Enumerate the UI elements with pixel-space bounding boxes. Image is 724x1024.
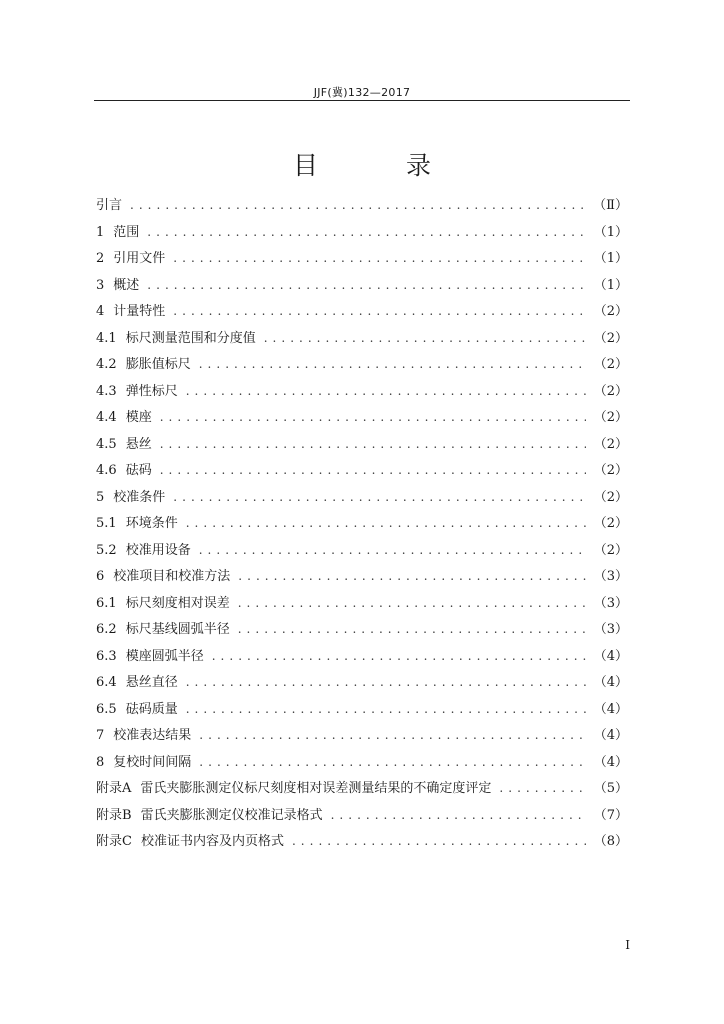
toc-entry-label: 悬丝直径 <box>125 675 178 690</box>
toc-entry-label: 校准用设备 <box>125 542 191 558</box>
toc-entry-6-3[interactable] <box>96 645 628 672</box>
toc-entry-5[interactable] <box>96 486 628 513</box>
toc-entry-4-5[interactable] <box>96 433 628 460</box>
toc-dot-leader <box>199 357 586 371</box>
toc-entry-label: 校准项目和校准方法 <box>113 569 231 584</box>
toc-entry-number: 6 <box>96 569 105 584</box>
toc-dot-leader <box>238 569 585 583</box>
toc-entry-page: （3） <box>593 622 628 637</box>
toc-list <box>96 194 628 857</box>
toc-dot-leader <box>173 251 585 265</box>
toc-entry-number: 附录B <box>96 807 132 823</box>
toc-entry-label: 模座 <box>125 410 152 425</box>
toc-entry-3[interactable] <box>96 274 628 301</box>
toc-entry-number: 4.3 <box>96 383 117 399</box>
toc-entry-label: 模座圆弧半径 <box>125 648 204 664</box>
toc-entry-page: （2） <box>593 516 628 531</box>
toc-dot-leader <box>186 675 586 689</box>
toc-dot-leader <box>186 384 586 398</box>
toc-entry-7[interactable] <box>96 724 628 751</box>
toc-entry-label: 校准条件 <box>113 489 166 505</box>
toc-entry-number: 附录A <box>96 781 132 796</box>
toc-entry-number: 8 <box>96 754 105 770</box>
toc-entry-page: （Ⅱ） <box>593 198 628 213</box>
toc-entry-number: 6.5 <box>96 701 117 717</box>
toc-entry-label: 引用文件 <box>113 251 166 266</box>
toc-entry-number: 4.4 <box>96 410 117 425</box>
toc-entry-label: 标尺基线圆弧半径 <box>125 622 230 637</box>
toc-entry-2[interactable] <box>96 247 628 274</box>
toc-entry-1[interactable] <box>96 221 628 248</box>
toc-entry-label: 标尺刻度相对误差 <box>125 595 230 611</box>
toc-entry-4-4[interactable] <box>96 406 628 433</box>
toc-dot-leader <box>499 781 585 795</box>
toc-entry-label: 砝码 <box>125 463 152 478</box>
toc-entry-number: 4.6 <box>96 463 117 478</box>
toc-entry-number: 5.1 <box>96 516 117 531</box>
toc-entry-4-1[interactable] <box>96 327 628 354</box>
toc-dot-leader <box>160 410 586 424</box>
toc-entry-label: 砝码质量 <box>125 701 178 717</box>
toc-entry-page: （3） <box>593 569 628 584</box>
toc-dot-leader <box>331 808 586 822</box>
toc-entry-4-6[interactable] <box>96 459 628 486</box>
toc-dot-leader <box>160 437 586 451</box>
toc-entry-number: 3 <box>96 277 105 293</box>
toc-entry-page: （2） <box>593 489 628 505</box>
toc-dot-leader <box>212 649 586 663</box>
toc-dot-leader <box>238 596 586 610</box>
toc-dot-leader <box>147 278 585 292</box>
toc-entry-label: 概述 <box>113 277 140 293</box>
toc-entry-page: （4） <box>593 648 628 664</box>
toc-entry-page: （2） <box>593 357 628 372</box>
toc-entry-label: 校准表达结果 <box>113 728 192 743</box>
toc-dot-leader <box>147 225 585 239</box>
toc-entry-number: 1 <box>96 224 105 240</box>
header-rule <box>94 100 630 101</box>
toc-entry-page: （4） <box>593 701 628 717</box>
toc-dot-leader <box>199 543 586 557</box>
toc-dot-leader <box>199 755 585 769</box>
toc-entry-label: 雷氏夹膨胀测定仪校准记录格式 <box>140 807 323 823</box>
toc-entry-page: （1） <box>593 224 628 240</box>
toc-entry-number: 6.4 <box>96 675 117 690</box>
toc-entry-label: 环境条件 <box>125 516 178 531</box>
toc-entry-number: 7 <box>96 728 105 743</box>
toc-entry-6-1[interactable] <box>96 592 628 619</box>
toc-entry-number: 5.2 <box>96 542 117 558</box>
toc-entry-number: 4.2 <box>96 357 117 372</box>
toc-entry-label: 标尺测量范围和分度值 <box>125 330 256 346</box>
toc-entry-number: 5 <box>96 489 105 505</box>
toc-entry-appendix-a[interactable] <box>96 777 628 804</box>
toc-entry-label: 弹性标尺 <box>125 383 178 399</box>
toc-entry-page: （4） <box>593 754 628 770</box>
toc-entry-page: （4） <box>593 675 628 690</box>
toc-entry-page: （5） <box>593 781 628 796</box>
toc-entry-number: 附录C <box>96 834 132 849</box>
toc-dot-leader <box>173 490 585 504</box>
toc-dot-leader <box>238 622 586 636</box>
toc-entry-label: 引言 <box>96 198 123 213</box>
page-number: I <box>625 938 630 952</box>
toc-entry-page: （2） <box>593 410 628 425</box>
toc-entry-label: 复校时间间隔 <box>113 754 192 770</box>
toc-entry-6[interactable] <box>96 565 628 592</box>
toc-entry-label: 悬丝 <box>125 436 152 452</box>
toc-entry-4[interactable] <box>96 300 628 327</box>
toc-entry-page: （8） <box>593 834 628 849</box>
toc-dot-leader <box>186 516 586 530</box>
toc-dot-leader <box>264 331 586 345</box>
toc-dot-leader <box>130 198 585 212</box>
toc-entry-number: 2 <box>96 251 105 266</box>
toc-entry-page: （1） <box>593 251 628 266</box>
toc-entry-number: 6.3 <box>96 648 117 664</box>
toc-title: 目 录 <box>293 151 471 180</box>
toc-entry-page: （1） <box>593 277 628 293</box>
toc-entry-number: 6.2 <box>96 622 117 637</box>
toc-entry-5-1[interactable] <box>96 512 628 539</box>
toc-entry-page: （2） <box>593 383 628 399</box>
toc-entry-page: （2） <box>593 463 628 478</box>
toc-entry-6-5[interactable] <box>96 698 628 725</box>
toc-entry-8[interactable] <box>96 751 628 778</box>
toc-entry-number: 4.5 <box>96 436 117 452</box>
toc-dot-leader <box>292 834 586 848</box>
toc-entry-number: 4.1 <box>96 330 117 346</box>
toc-entry-page: （7） <box>593 807 628 823</box>
toc-entry-label: 计量特性 <box>113 304 166 319</box>
toc-entry-number: 6.1 <box>96 595 117 611</box>
document-header-code: JJF(冀)132—2017 <box>313 86 411 99</box>
toc-entry-label: 雷氏夹膨胀测定仪标尺刻度相对误差测量结果的不确定度评定 <box>140 781 492 796</box>
toc-entry-appendix-b[interactable] <box>96 804 628 831</box>
toc-dot-leader <box>199 728 585 742</box>
toc-entry-6-2[interactable] <box>96 618 628 645</box>
toc-dot-leader <box>160 463 586 477</box>
toc-entry-4-2[interactable] <box>96 353 628 380</box>
toc-entry-page: （2） <box>593 330 628 346</box>
toc-entry-number: 4 <box>96 304 105 319</box>
toc-entry-5-2[interactable] <box>96 539 628 566</box>
toc-entry-label: 校准证书内容及内页格式 <box>140 834 284 849</box>
toc-entry-page: （2） <box>593 542 628 558</box>
toc-dot-leader <box>186 702 586 716</box>
toc-entry-appendix-c[interactable] <box>96 830 628 857</box>
toc-dot-leader <box>173 304 585 318</box>
toc-entry-label: 膨胀值标尺 <box>125 357 191 372</box>
toc-entry-page: （4） <box>593 728 628 743</box>
toc-entry-introduction[interactable] <box>96 194 628 221</box>
toc-entry-label: 范围 <box>113 224 140 240</box>
toc-entry-page: （2） <box>593 436 628 452</box>
toc-entry-4-3[interactable] <box>96 380 628 407</box>
toc-entry-6-4[interactable] <box>96 671 628 698</box>
toc-entry-page: （2） <box>593 304 628 319</box>
toc-entry-page: （3） <box>593 595 628 611</box>
